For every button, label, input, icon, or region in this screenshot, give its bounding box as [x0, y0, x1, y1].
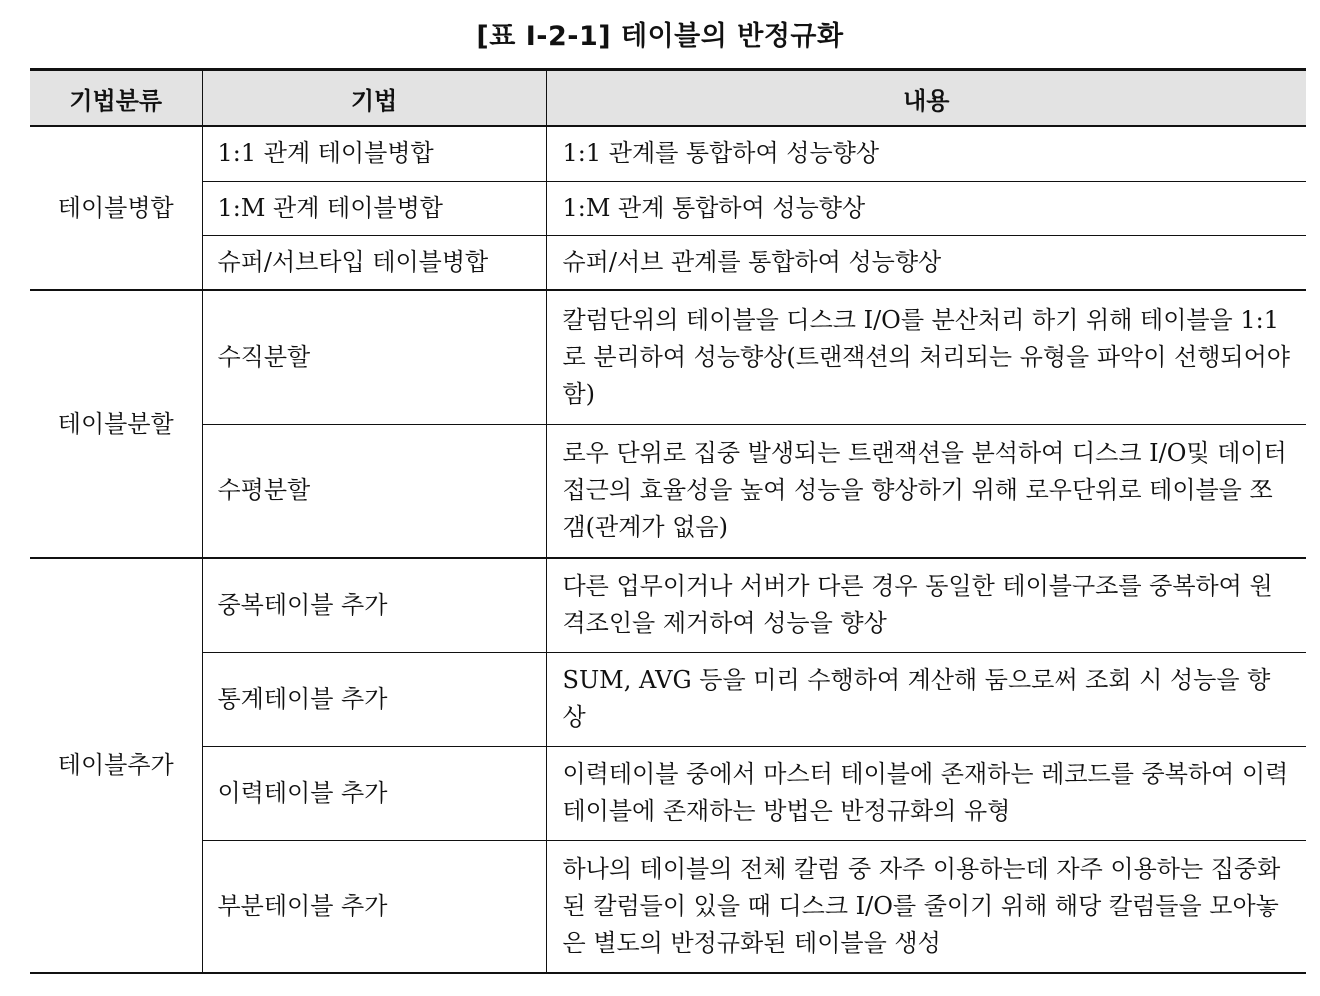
category-cell: 테이블추가: [30, 558, 202, 973]
table-row: [30, 235, 1306, 290]
header-content: 내용: [546, 70, 1306, 127]
header-category: 기법분류: [30, 70, 202, 127]
content-cell: 슈퍼/서브 관계를 통합하여 성능향상: [546, 235, 1306, 290]
content-cell: 칼럼단위의 테이블을 디스크 I/O를 분산처리 하기 위해 테이블을 1:1로 분리하여 성능향상(트랜잭션의 처리되는 유형을 파악이 선행되어야 함): [546, 290, 1306, 424]
content-cell: 1:1 관계를 통합하여 성능향상: [546, 126, 1306, 181]
technique-cell: 1:M 관계 테이블병합: [202, 181, 546, 235]
table-row: [30, 840, 1306, 973]
content-cell: 로우 단위로 집중 발생되는 트랜잭션을 분석하여 디스크 I/O및 데이터접근의 효율성을 높여 성능을 향상하기 위해 로우단위로 테이블을 쪼갬(관계가 없음): [546, 424, 1306, 558]
table-row: [30, 126, 1306, 181]
technique-cell: 중복테이블 추가: [202, 558, 546, 652]
table-row: [30, 424, 1306, 558]
table-row: [30, 746, 1306, 840]
denormalization-table: [30, 68, 1306, 974]
table-row: [30, 181, 1306, 235]
technique-cell: 통계테이블 추가: [202, 652, 546, 746]
header-technique: 기법: [202, 70, 546, 127]
table-row: [30, 652, 1306, 746]
table-caption: [표 Ⅰ-2-1] 테이블의 반정규화: [476, 21, 844, 52]
technique-cell: 슈퍼/서브타입 테이블병합: [202, 235, 546, 290]
technique-cell: 수평분할: [202, 424, 546, 558]
technique-cell: 1:1 관계 테이블병합: [202, 126, 546, 181]
table-row: [30, 290, 1306, 424]
technique-cell: 부분테이블 추가: [202, 840, 546, 973]
header-row: [30, 70, 1306, 127]
content-cell: SUM, AVG 등을 미리 수행하여 계산해 둠으로써 조회 시 성능을 향상: [546, 652, 1306, 746]
category-cell: 테이블병합: [30, 126, 202, 290]
content-cell: 하나의 테이블의 전체 칼럼 중 자주 이용하는데 자주 이용하는 집중화된 칼럼들이 있을 때 디스크 I/O를 줄이기 위해 해당 칼럼들을 모아놓은 별도의 반정규화된 테이블을 생성: [546, 840, 1306, 973]
content-cell: 다른 업무이거나 서버가 다른 경우 동일한 테이블구조를 중복하여 원격조인을 제거하여 성능을 향상: [546, 558, 1306, 652]
technique-cell: 수직분할: [202, 290, 546, 424]
table-row: [30, 558, 1306, 652]
content-cell: 1:M 관계 통합하여 성능향상: [546, 181, 1306, 235]
category-cell: 테이블분할: [30, 290, 202, 558]
technique-cell: 이력테이블 추가: [202, 746, 546, 840]
content-cell: 이력테이블 중에서 마스터 테이블에 존재하는 레코드를 중복하여 이력테이블에 존재하는 방법은 반정규화의 유형: [546, 746, 1306, 840]
